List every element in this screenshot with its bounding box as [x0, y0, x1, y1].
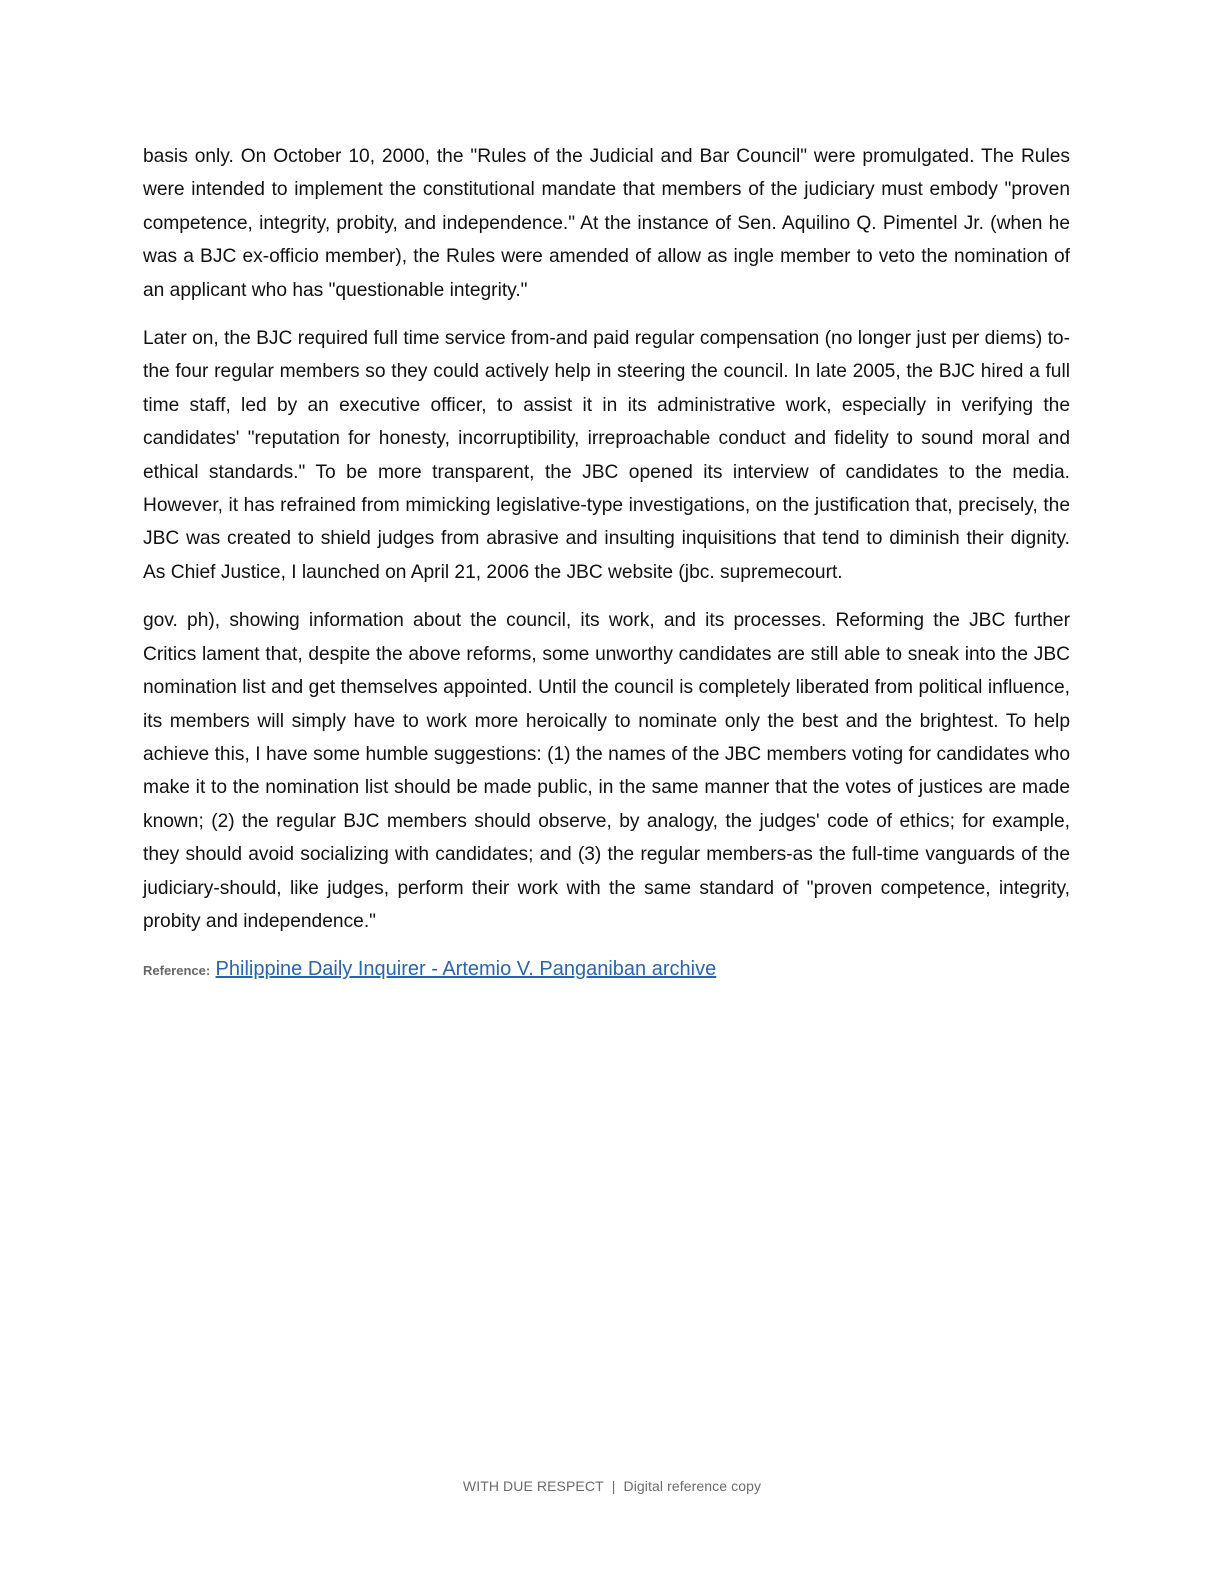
footer-publication-title: WITH DUE RESPECT [462, 1478, 604, 1494]
reference-line [143, 953, 1070, 987]
footer-copy-note: Digital reference copy [623, 1478, 762, 1494]
body-paragraph-3: gov. ph), showing information about the council, its work, and its processes. Reforming the JBC further Critics lament that, despite the above reforms, some unworthy candidates are still able to sneak into the JBC nomination list and get themselves appointed. Until the council is completely liberated from political influence, its members will simply have to work more heroically to nominate only the best and the brightest. To help achieve this, I have some humble suggestions: (1) the names of the JBC members voting for candidates who make it to the nomination list should be made public, in the same manner that the votes of justices are made known; (2) the regular BJC members should observe, by analogy, the judges' code of ethics; for example, they should avoid socializing with candidates; and (3) the regular members-as the full-time vanguards of the judiciary-should, like judges, perform their work with the same standard of "proven competence, integrity, probity and independence." [143, 610, 1070, 932]
document-body [143, 140, 1070, 988]
reference-link[interactable]: Philippine Daily Inquirer - Artemio V. Panganiban archive [215, 958, 717, 981]
body-paragraph-2: Later on, the BJC required full time service from-and paid regular compensation (no longer just per diems) to-the four regular members so they could actively help in steering the council. In late 2005, the BJC hired a full time staff, led by an executive officer, to assist it in its administrative work, especially in verifying the candidates' "reputation for honesty, incorruptibility, irreproachable conduct and fidelity to sound moral and ethical standards." To be more transparent, the JBC opened its interview of candidates to the media. However, it has refrained from mimicking legislative-type investigations, on the justification that, precisely, the JBC was created to shield judges from abrasive and insulting inquisitions that tend to diminish their dignity. As Chief Justice, I launched on April 21, 2006 the JBC website (jbc. supremecourt. [143, 328, 1070, 583]
page-footer [0, 1478, 1224, 1494]
body-paragraph-1: basis only. On October 10, 2000, the "Rules of the Judicial and Bar Council" were promulgated. The Rules were intended to implement the constitutional mandate that members of the judiciary must embody "proven competence, integrity, probity, and independence." At the instance of Sen. Aquilino Q. Pimentel Jr. (when he was a BJC ex-officio member), the Rules were amended of allow as ingle member to veto the nomination of an applicant who has "questionable integrity." [143, 146, 1070, 301]
footer-separator: | [611, 1478, 616, 1494]
reference-label: Reference: [143, 963, 211, 979]
